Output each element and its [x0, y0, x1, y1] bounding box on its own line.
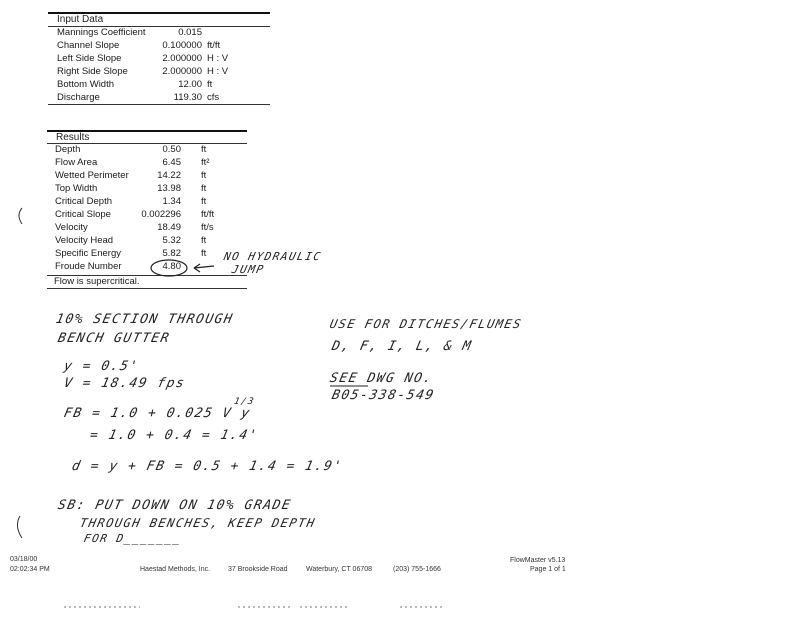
results-unit: ft/ft — [201, 209, 215, 220]
input-data-unit: H : V — [207, 53, 229, 64]
margin-bracket-mark — [19, 208, 22, 224]
input-data-row — [57, 40, 297, 52]
note-see-dwg: SEE DWG NO. — [328, 371, 435, 386]
note-section-title: 10% SECTION THROUGH — [54, 312, 235, 327]
note-use-for-list: D, F, I, L, & M — [330, 339, 474, 354]
footer-page-number: Page 1 of 1 — [530, 566, 566, 573]
note-dwg-number: B05-338-549 — [330, 388, 437, 403]
results-bottom-rule — [47, 288, 247, 289]
footer-address: 37 Brookside Road — [228, 566, 288, 573]
results-label: Wetted Perimeter — [55, 170, 129, 181]
results-label: Flow Area — [55, 157, 98, 168]
footer-company: Haestad Methods, Inc. — [140, 566, 211, 573]
input-data-unit: cfs — [207, 92, 220, 103]
input-data-value: 2.000000 — [162, 66, 202, 77]
results-unit: ft — [201, 144, 207, 155]
footer-date: 03/18/00 — [10, 556, 38, 563]
results-row — [55, 235, 295, 247]
results-value: 5.32 — [162, 235, 181, 246]
input-data-bottom-rule — [48, 104, 270, 105]
note-use-for: USE FOR DITCHES/FLUMES — [328, 317, 524, 331]
note-total-depth: d = y + FB = 0.5 + 1.4 = 1.9' — [70, 459, 345, 474]
results-value: 0.002296 — [141, 209, 181, 220]
input-data-row — [57, 27, 297, 39]
results-row — [55, 170, 295, 182]
input-data-label: Bottom Width — [57, 79, 115, 90]
results-unit: ft — [201, 183, 207, 194]
results-row — [55, 157, 295, 169]
note-depth: y = 0.5' — [62, 359, 141, 374]
input-data-unit: ft/ft — [207, 40, 221, 51]
results-label: Depth — [55, 144, 81, 155]
results-value: 5.82 — [162, 248, 181, 259]
footer-city: Waterbury, CT 06708 — [306, 566, 373, 573]
input-data-label: Discharge — [57, 92, 100, 103]
input-data-value: 2.000000 — [162, 53, 202, 64]
results-label: Froude Number — [55, 261, 122, 272]
results-value: 4.80 — [162, 261, 181, 272]
input-data-title: Input Data — [57, 14, 104, 25]
input-data-row — [57, 79, 297, 91]
results-label: Top Width — [55, 183, 98, 194]
input-data-row — [57, 53, 297, 65]
input-data-unit: ft — [207, 79, 213, 90]
note-freeboard-formula: FB = 1.0 + 0.025 V y — [62, 406, 253, 421]
results-value: 13.98 — [157, 183, 181, 194]
results-value: 6.45 — [162, 157, 181, 168]
results-row — [55, 209, 295, 221]
margin-bracket-mark-lower — [17, 516, 22, 538]
results-label: Velocity Head — [55, 235, 114, 246]
input-data-row — [57, 66, 297, 78]
results-unit: ft — [201, 235, 207, 246]
results-value: 0.50 — [162, 144, 181, 155]
results-unit: ft² — [201, 157, 210, 168]
input-data-label: Channel Slope — [57, 40, 120, 51]
input-data-label: Left Side Slope — [57, 53, 122, 64]
results-unit: ft — [201, 170, 207, 181]
froude-note-line2: JUMP — [230, 263, 266, 276]
note-section-subtitle: BENCH GUTTER — [56, 331, 172, 346]
note-freeboard-exponent: 1/3 — [232, 397, 256, 407]
results-row — [55, 144, 295, 156]
footer-app-version: FlowMaster v5.13 — [510, 557, 566, 564]
input-data-row — [57, 92, 297, 104]
results-label: Specific Energy — [55, 248, 122, 259]
results-row — [55, 196, 295, 208]
results-value: 18.49 — [157, 222, 181, 233]
note-velocity: V = 18.49 fps — [62, 376, 187, 391]
note-grade-line3: FOR D_______ — [82, 532, 183, 545]
footer-phone: (203) 755-1666 — [393, 566, 441, 573]
note-grade-line1: SB: PUT DOWN ON 10% GRADE — [56, 498, 293, 513]
results-label: Critical Depth — [55, 196, 113, 207]
results-row — [55, 183, 295, 195]
results-label: Critical Slope — [55, 209, 111, 220]
input-data-label: Right Side Slope — [57, 66, 128, 77]
note-freeboard-result: = 1.0 + 0.4 = 1.4' — [88, 428, 260, 443]
input-data-value: 0.015 — [178, 27, 202, 38]
results-title: Results — [56, 132, 90, 143]
results-value: 14.22 — [157, 170, 181, 181]
results-value: 1.34 — [162, 196, 181, 207]
flow-regime-note: Flow is supercritical. — [54, 276, 140, 287]
input-data-unit: H : V — [207, 66, 229, 77]
results-unit: ft — [201, 196, 207, 207]
results-label: Velocity — [55, 222, 88, 233]
results-unit: ft/s — [201, 222, 214, 233]
input-data-value: 0.100000 — [162, 40, 202, 51]
results-unit: ft — [201, 248, 207, 259]
input-data-label: Mannings Coefficient — [57, 27, 146, 38]
results-row — [55, 222, 295, 234]
note-grade-line2: THROUGH BENCHES, KEEP DEPTH — [78, 516, 318, 530]
footer-time: 02:02:34 PM — [10, 566, 50, 573]
input-data-value: 119.30 — [173, 92, 202, 103]
froude-note-line1: NO HYDRAULIC — [222, 250, 323, 263]
input-data-value: 12.00 — [178, 79, 202, 90]
